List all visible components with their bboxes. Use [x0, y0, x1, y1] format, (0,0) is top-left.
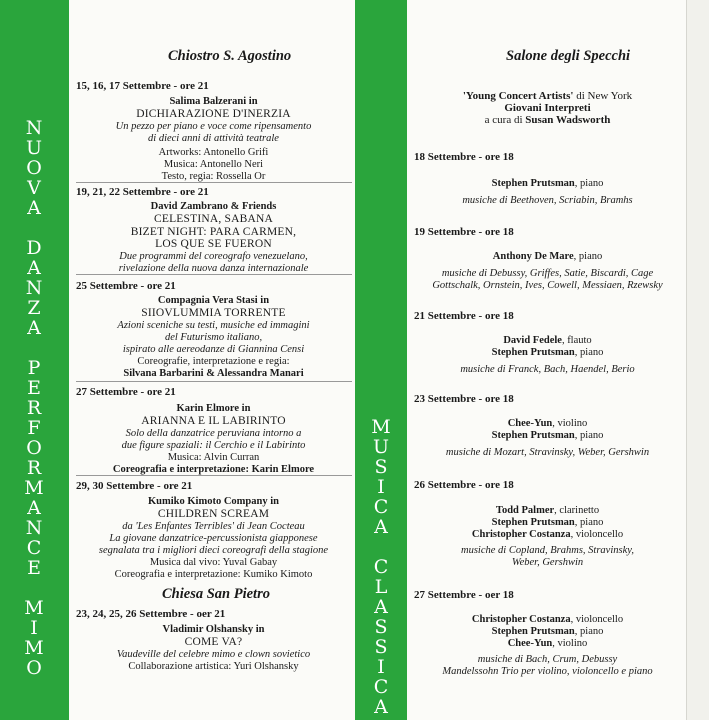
event-credit: Artworks: Antonello Grifi	[158, 146, 269, 158]
event-description: da 'Les Enfantes Terribles' di Jean Cocteau	[122, 520, 305, 532]
performer-line: Stephen Prutsman, piano	[491, 178, 604, 189]
event-credit: Coreografie, interpretazione e regia:	[137, 355, 290, 367]
concert-date: 23 Settembre - ore 18	[414, 393, 514, 405]
band-letter: C	[26, 537, 42, 559]
concert-6	[410, 614, 685, 678]
intro-line-2: Giovani Interpreti	[504, 102, 591, 114]
event-title: CHILDREN SCREAM	[157, 508, 270, 520]
event-date: 19, 21, 22 Settembre - ore 21	[76, 186, 209, 198]
band-letter: S	[374, 636, 388, 658]
band-letter: V	[27, 177, 41, 199]
event-date: 25 Settembre - ore 21	[76, 280, 176, 292]
band-letter: L	[374, 576, 388, 598]
band-letter: I	[377, 476, 385, 498]
event-credit: Musica dal vivo: Yuval Gabay	[149, 556, 278, 568]
band-letter: S	[374, 616, 388, 638]
band-word	[370, 557, 392, 717]
band-letter: A	[27, 497, 41, 519]
event-title: LOS QUE SE FUERON	[155, 238, 272, 250]
event-4	[76, 386, 351, 476]
event-date: 29, 30 Settembre - ore 21	[76, 480, 193, 492]
band-letter: M	[24, 637, 44, 659]
performer-line: Christopher Costanza, violoncello	[471, 529, 624, 540]
event-2	[76, 186, 351, 275]
event-credit: Testo, regia: Rossella Or	[161, 170, 266, 182]
event-title: ARIANNA E IL LABIRINTO	[141, 415, 286, 427]
band-letter: O	[26, 157, 42, 179]
event-5	[76, 480, 351, 581]
event-credit: Collaborazione artistica: Yuri Olshansky	[128, 660, 299, 672]
event-credit: Musica: Antonello Neri	[163, 158, 264, 170]
event-3	[76, 280, 351, 380]
concert-date: 19 Settembre - ore 18	[414, 226, 514, 238]
band-letter: A	[374, 696, 388, 718]
band-letter: A	[374, 516, 388, 538]
band-word	[23, 358, 45, 578]
event-description: del Futurismo italiano,	[164, 331, 263, 343]
venue-title-salone: Salone degli Specchi	[506, 48, 631, 64]
intro-block	[410, 90, 685, 126]
band-letter: P	[27, 357, 41, 379]
concert-5	[410, 505, 685, 569]
concert-program: musiche di Beethoven, Scriabin, Bramhs	[462, 195, 633, 206]
band-letter: A	[374, 596, 388, 618]
band-letter: D	[26, 237, 42, 259]
divider	[76, 274, 352, 275]
performer-line: David Fedele, flauto	[503, 335, 592, 346]
band-letter: F	[27, 417, 41, 439]
band-letter: C	[373, 676, 389, 698]
event-artist: Karin Elmore in	[176, 403, 251, 414]
band-letter: A	[27, 317, 41, 339]
band-word	[23, 118, 45, 218]
performer-line: Stephen Prutsman, piano	[491, 517, 604, 528]
venue-title-san-pietro: Chiesa San Pietro	[162, 586, 270, 602]
concert-date: 21 Settembre - ore 18	[414, 310, 514, 322]
concert-program: musiche di Debussy, Griffes, Satie, Biscardi, Cage	[441, 268, 654, 279]
event-description: ispirato alle aereodanze di Giannina Censi	[122, 343, 305, 355]
performer-line: Christopher Costanza, violoncello	[471, 614, 624, 625]
concert-program: musiche di Franck, Bach, Haendel, Berio	[460, 364, 635, 375]
band-letter: C	[373, 556, 389, 578]
band-letter: N	[25, 517, 43, 539]
band-letter: A	[27, 197, 41, 219]
concert-program: musiche di Copland, Brahms, Stravinsky,	[461, 545, 634, 556]
event-title: CELESTINA, SABANA	[153, 213, 274, 225]
performer-line: Stephen Prutsman, piano	[491, 347, 604, 358]
venue-title-chiostro: Chiostro S. Agostino	[168, 48, 292, 64]
intro-line-3: a cura di Susan Wadsworth	[484, 114, 611, 126]
event-date: 23, 24, 25, 26 Settembre - oer 21	[76, 608, 226, 620]
intro-line-1: 'Young Concert Artists' di New York	[462, 90, 633, 102]
band-word	[23, 238, 45, 338]
band-letter: U	[372, 436, 389, 458]
event-description: Un pezzo per piano e voce come ripensamento	[115, 120, 312, 132]
concert-program: Weber, Gershwin	[511, 557, 584, 568]
event-credit: Coreografia e interpretazione: Karin Elmore	[112, 463, 315, 475]
band-letter: M	[24, 477, 44, 499]
concert-date: 27 Settembre - oer 18	[414, 589, 514, 601]
concert-3	[410, 335, 685, 376]
event-date: 15, 16, 17 Settembre - ore 21	[76, 80, 209, 92]
band-letter: M	[371, 416, 391, 438]
event-credit: Musica: Alvin Curran	[167, 451, 260, 463]
performer-line: Chee-Yun, violino	[507, 638, 588, 649]
event-description: Azioni sceniche su testi, musiche ed immagini	[117, 319, 310, 331]
performer-line: Todd Palmer, clarinetto	[495, 505, 600, 516]
event-artist: David Zambrano & Friends	[150, 201, 277, 212]
event-1	[76, 80, 351, 183]
divider	[76, 182, 352, 183]
event-artist: Vladimir Olshansky in	[162, 624, 265, 635]
middle-band-title	[370, 417, 392, 717]
band-letter: I	[377, 656, 385, 678]
concert-1	[410, 178, 685, 207]
band-letter: R	[26, 457, 42, 479]
event-artist: Salima Balzerani in	[169, 96, 258, 107]
right-page-edge	[686, 0, 709, 720]
event-description: due figure spaziali: il Cerchio e il Labirinto	[121, 439, 306, 451]
performer-line: Anthony De Mare, piano	[492, 251, 603, 262]
left-band-title	[23, 118, 45, 678]
concert-date: 18 Settembre - ore 18	[414, 151, 514, 163]
band-letter: O	[26, 657, 42, 679]
event-title: COME VA?	[184, 636, 243, 648]
band-letter: A	[27, 257, 41, 279]
performer-line: Stephen Prutsman, piano	[491, 430, 604, 441]
event-title: DICHIARAZIONE D'INERZIA	[136, 108, 291, 120]
band-letter: E	[27, 557, 41, 579]
event-description: rivelazione della nuova danza internazionale	[118, 262, 309, 274]
band-letter: C	[373, 496, 389, 518]
event-description: Due programmi del coreografo venezuelano,	[119, 250, 308, 262]
band-word	[23, 598, 45, 678]
event-description: La giovane danzatrice-percussionista giapponese	[109, 532, 318, 544]
divider	[76, 475, 352, 476]
concert-date: 26 Settembre - ore 18	[414, 479, 514, 491]
band-letter: M	[24, 597, 44, 619]
divider	[76, 381, 352, 382]
event-artist: Compagnia Vera Stasi in	[157, 295, 270, 306]
concert-program: Mandelssohn Trio per violino, violoncello e piano	[442, 666, 653, 677]
concert-4	[410, 418, 685, 459]
band-letter: U	[25, 137, 42, 159]
performer-line: Stephen Prutsman, piano	[491, 626, 604, 637]
performer-line: Chee-Yun, violino	[507, 418, 588, 429]
event-description: Vaudeville del celebre mimo e clown sovietico	[116, 648, 311, 660]
event-credit: Silvana Barbarini & Alessandra Manari	[123, 367, 304, 379]
concert-program: musiche di Mozart, Stravinsky, Weber, Gershwin	[445, 447, 650, 458]
band-letter: O	[26, 437, 42, 459]
concert-program: Gottschalk, Ornstein, Ives, Cowell, Messiaen, Rzewsky	[432, 280, 663, 291]
event-title: SIIOVLUMMIA TORRENTE	[141, 307, 286, 319]
event-description: segnalata tra i migliori dieci coreografi della stagione	[98, 544, 329, 556]
event-description: Solo della danzatrice peruviana intorno a	[125, 427, 302, 439]
event-6	[76, 608, 351, 673]
event-credit: Coreografia e interpretazione: Kumiko Kimoto	[114, 568, 313, 580]
concert-program: musiche di Bach, Crum, Debussy	[477, 654, 618, 665]
concert-2	[410, 251, 685, 292]
band-letter: N	[25, 277, 43, 299]
band-letter: S	[374, 456, 388, 478]
event-description: di dieci anni di attività teatrale	[148, 132, 279, 144]
band-letter: I	[30, 617, 38, 639]
event-artist: Kumiko Kimoto Company in	[148, 496, 279, 507]
band-word	[370, 417, 392, 537]
event-date: 27 Settembre - ore 21	[76, 386, 176, 398]
band-letter: E	[27, 377, 41, 399]
band-letter: Z	[27, 297, 41, 319]
event-title: BIZET NIGHT: PARA CARMEN,	[130, 225, 297, 238]
band-letter: R	[26, 397, 42, 419]
band-letter: N	[25, 117, 43, 139]
